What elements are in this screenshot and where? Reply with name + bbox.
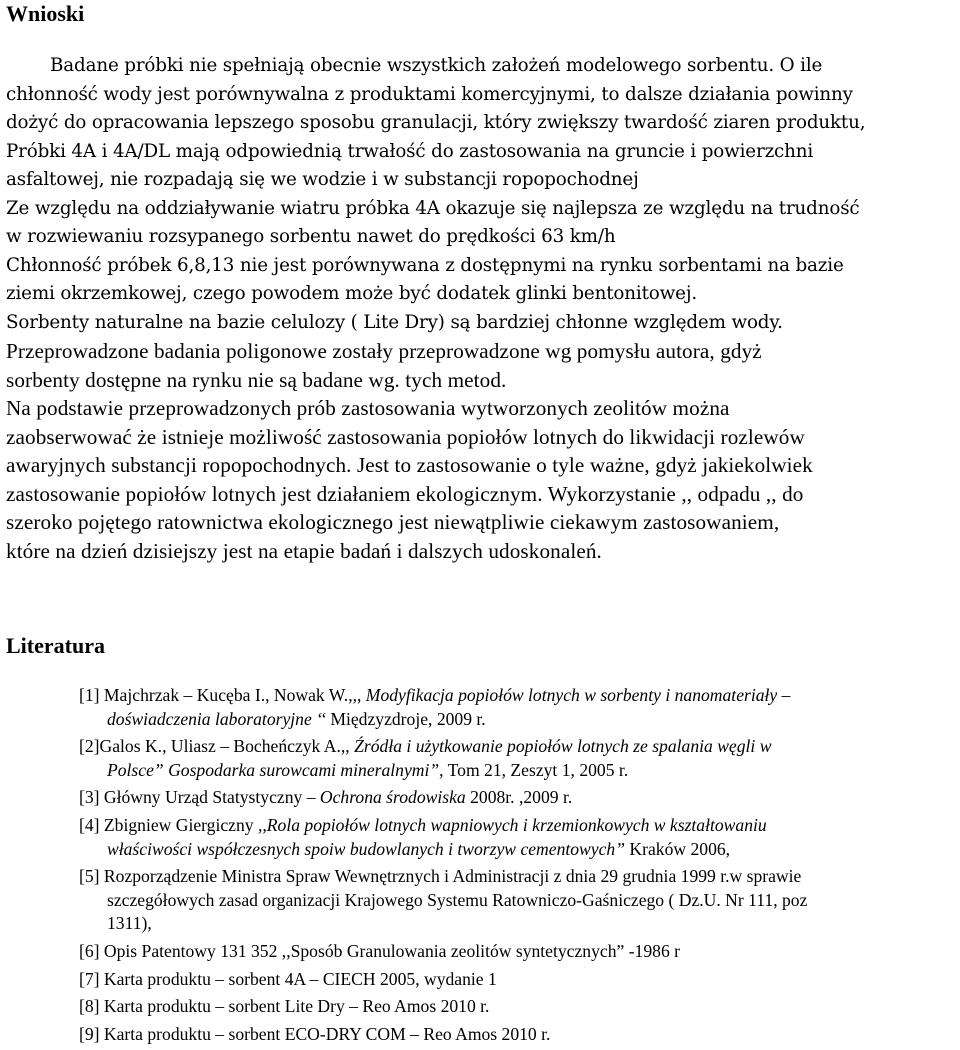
reference-text: [4] Zbigniew Giergiczny — [79, 814, 258, 835]
reference-text: 2008r. ,2009 r. — [470, 787, 573, 808]
literature-heading: Literatura — [6, 633, 105, 658]
reference-item — [79, 814, 949, 861]
conclusion-line: które na dzień dzisiejszy jest na etapie badań i dalszych udoskonaleń. — [6, 538, 602, 563]
reference-text: Kraków 2006, — [629, 838, 731, 859]
conclusion-line: sorbenty dostępne na rynku nie są badane wg. tych metod. — [6, 367, 507, 392]
conclusion-line: Chłonność próbek 6,8,13 nie jest porównywana z dostępnymi na rynku sorbentami na bazie — [6, 254, 844, 276]
reference-title: ,,Rola popiołów lotnych wapniowych i krzemionkowych w kształtowaniu — [257, 814, 767, 835]
conclusion-line: asfaltowej, nie rozpadają się we wodzie i w substancji ropopochodnej — [6, 169, 639, 190]
conclusion-line: szeroko pojętego ratownictwa ekologicznego jest niewątpliwie ciekawym zastosowaniem, — [6, 510, 780, 534]
reference-item — [79, 995, 949, 1019]
conclusion-line: zastosowanie popiołów lotnych jest działaniem ekologicznym. Wykorzystanie ,, odpadu ,, do — [6, 481, 804, 506]
conclusion-line: Na podstawie przeprowadzonych prób zastosowania wytworzonych zeolitów można — [6, 396, 730, 420]
reference-text: [1] Majchrzak – Kucęba I., Nowak W.,,, — [79, 685, 366, 705]
conclusion-line: Ze względu na oddziaływanie wiatru próbka 4A okazuje się najlepsza ze względu na trudność — [6, 197, 860, 219]
reference-item — [79, 968, 949, 992]
conclusion-line: w rozwiewaniu rozsypanego sorbentu nawet do prędkości 63 km/h — [6, 226, 616, 247]
reference-text: [3] Główny Urząd Statystyczny – — [79, 787, 320, 808]
reference-text: [8] Karta produktu – sorbent Lite Dry – Reo Amos 2010 r. — [79, 996, 490, 1017]
reference-title: Źródła i użytkowanie popiołów lotnych ze spalania węgli w — [354, 736, 772, 757]
reference-title: doświadczenia laboratoryjne ‘‘ — [107, 708, 331, 729]
reference-text: szczegółowych zasad organizacji Krajowego Systemu Ratowniczo-Gaśniczego ( Dz.U. Nr 111, poz — [107, 889, 808, 910]
reference-text: [7] Karta produktu – sorbent 4A – CIECH 2005, wydanie 1 — [79, 968, 497, 989]
conclusion-line: Przeprowadzone badania poligonowe zostały przeprowadzone wg pomysłu autora, gdyż — [6, 339, 762, 363]
reference-text: [5] Rozporządzenie Ministra Spraw Wewnętrznych i Administracji z dnia 29 grudnia 1999 r.w sprawie — [79, 866, 802, 887]
conclusion-line: dożyć do opracowania lepszego sposobu granulacji, który zwiększy twardość ziaren produktu, — [6, 112, 866, 133]
conclusion-line: Sorbenty naturalne na bazie celulozy ( Lite Dry) są bardziej chłonne względem wody. — [6, 311, 783, 333]
conclusions-heading: Wnioski — [6, 1, 85, 26]
conclusion-line: Próbki 4A i 4A/DL mają odpowiednią trwałość do zastosowania na gruncie i powierzchni — [6, 140, 814, 162]
reference-text: , Tom 21, Zeszyt 1, 2005 r. — [439, 759, 629, 780]
reference-item — [79, 940, 949, 964]
reference-item — [79, 1023, 949, 1047]
conclusions-body — [6, 52, 956, 565]
reference-text: 1311), — [107, 913, 152, 934]
conclusion-line: awaryjnych substancji ropopochodnych. Jest to zastosowanie o tyle ważne, gdyż jakiekolwiek — [6, 453, 813, 477]
reference-text: [2]Galos K., Uliasz – Bocheńczyk A.,, — [79, 736, 355, 757]
reference-item — [79, 786, 949, 810]
reference-text: Międzyzdroje, 2009 r. — [330, 708, 486, 729]
conclusion-line: zaobserwować że istnieje możliwość zastosowania popiołów lotnych do likwidacji rozlewów — [6, 424, 805, 449]
reference-list — [79, 684, 949, 1050]
reference-title: Polsce” Gospodarka surowcami mineralnymi” — [107, 759, 440, 780]
reference-item — [79, 684, 949, 731]
reference-text: [6] Opis Patentowy 131 352 ,,Sposób Granulowania zeolitów syntetycznych” -1986 r — [79, 940, 681, 961]
reference-item — [79, 735, 949, 782]
reference-title: Ochrona środowiska — [319, 787, 471, 808]
conclusion-line: ziemi okrzemkowej, czego powodem może być dodatek glinki bentonitowej. — [6, 283, 697, 304]
conclusion-line: Badane próbki nie spełniają obecnie wszystkich założeń modelowego sorbentu. O ile — [50, 55, 823, 76]
reference-item — [79, 865, 949, 936]
reference-text: [9] Karta produktu – sorbent ECO-DRY COM – Reo Amos 2010 r. — [79, 1023, 551, 1044]
reference-title: właściwości współczesnych spoiw budowlanych i tworzyw cementowych” — [107, 838, 630, 859]
reference-title: Modyfikacja popiołów lotnych w sorbenty i nanomateriały – — [365, 685, 791, 705]
conclusion-line: chłonność wody jest porównywalna z produktami komercyjnymi, to dalsze działania powinny — [6, 83, 853, 105]
